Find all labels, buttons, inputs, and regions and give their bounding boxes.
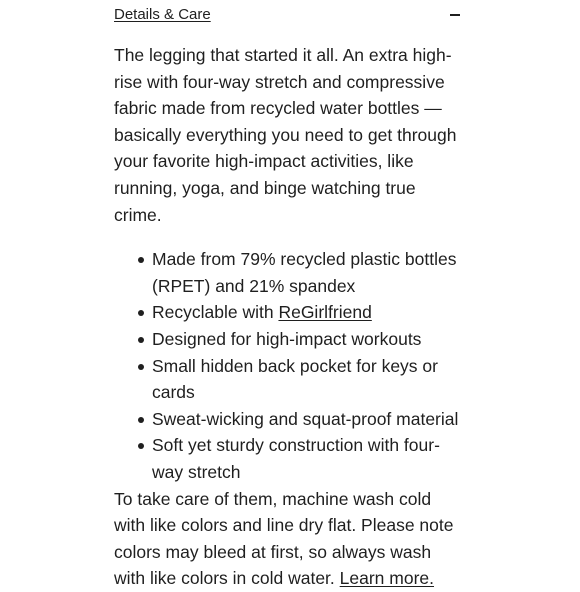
accordion-content (114, 42, 464, 592)
accordion-header[interactable] (114, 0, 464, 28)
feature-text: Made from 79% recycled plastic bottles (RPET) and 21% spandex (152, 249, 457, 296)
details-care-section (114, 0, 464, 592)
details-care-title[interactable]: Details & Care (114, 6, 211, 23)
feature-item (152, 246, 464, 299)
care-text: To take care of them, machine wash cold with like colors and line dry flat. Please note colors may bleed at first, so always wash with like colors in cold water. (114, 488, 454, 589)
feature-item (152, 406, 464, 433)
minus-bar (450, 14, 460, 16)
learn-more-link[interactable]: Learn more. (339, 568, 435, 589)
feature-item (152, 326, 464, 353)
feature-list (114, 246, 464, 485)
feature-text: Recyclable with (152, 302, 279, 323)
feature-item (152, 299, 464, 326)
feature-text: Sweat-wicking and squat-proof material (152, 408, 459, 429)
product-description: The legging that started it all. An extra high-rise with four-way stretch and compressive fabric made from recycled water bottles — basically everything you need to get through your favorite high-impact activities, like running, yoga, and binge watching true crime. (114, 45, 457, 225)
feature-text: Soft yet sturdy construction with four-way stretch (152, 435, 440, 482)
feature-item (152, 432, 464, 485)
regirlfriend-link[interactable]: ReGirlfriend (278, 302, 372, 323)
minus-icon[interactable] (448, 5, 462, 23)
feature-text: Designed for high-impact workouts (152, 328, 422, 349)
feature-item (152, 353, 464, 406)
feature-text: Small hidden back pocket for keys or cards (152, 355, 438, 403)
care-instructions (114, 486, 464, 592)
